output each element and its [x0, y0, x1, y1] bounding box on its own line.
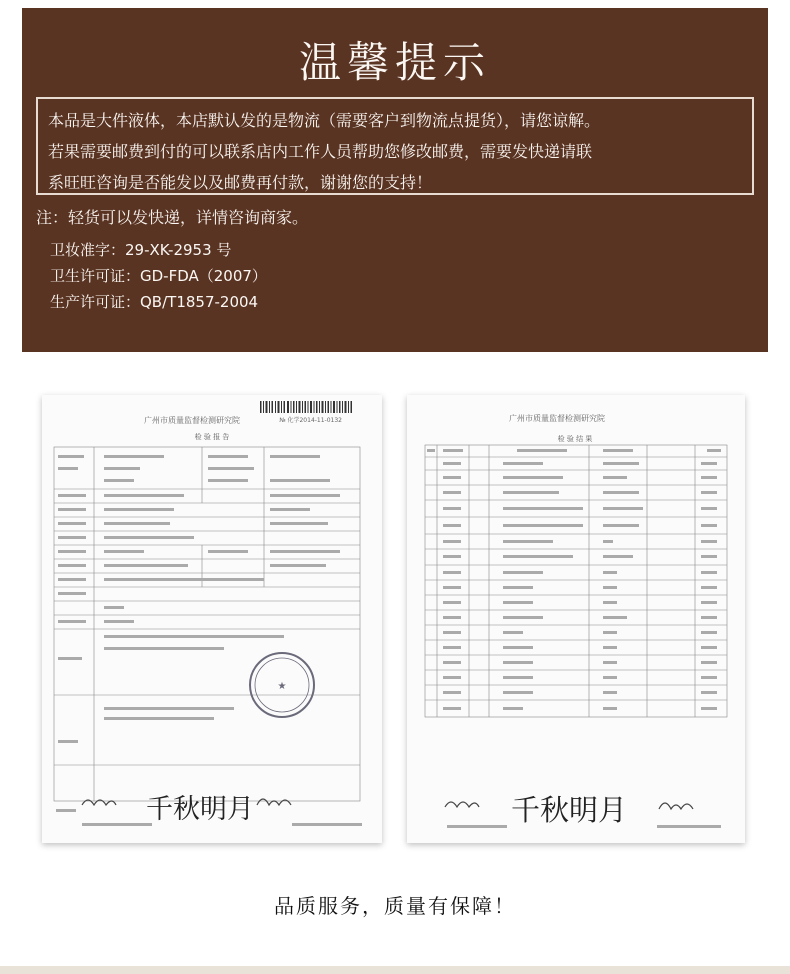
barcode — [260, 401, 352, 413]
license-line: 卫生许可证：GD-FDA（2007） — [50, 267, 267, 285]
license-line: 生产许可证：QB/T1857-2004 — [50, 293, 259, 311]
official-stamp — [250, 653, 314, 717]
signature — [659, 803, 693, 809]
notice-box — [36, 97, 754, 195]
watermark: 千秋明月 — [510, 793, 628, 827]
notice-banner — [22, 8, 768, 352]
institute-name: 广州市质量监督检测研究院 — [509, 414, 605, 423]
footer-strip — [0, 966, 790, 974]
watermark: 千秋明月 — [146, 794, 254, 825]
banner-title: 温馨提示 — [298, 38, 491, 87]
svg-text:★: ★ — [277, 681, 287, 692]
report-table — [54, 447, 360, 801]
report-text-lines — [56, 455, 362, 826]
signature — [445, 802, 479, 807]
license-line: 卫妆准字：29-XK-2953 号 — [50, 241, 232, 259]
results-table — [425, 445, 727, 717]
report-number: № 化学2014-11-0132 — [279, 417, 342, 424]
notice-line: 本品是大件液体，本店默认发的是物流（需要客户到物流点提货），请您谅解。 — [48, 111, 601, 130]
report-title: 检 验 报 告 — [194, 433, 230, 441]
shipping-note: 注：轻货可以发快递，详情咨询商家。 — [36, 208, 309, 227]
notice-line: 若果需要邮费到付的可以联系店内工作人员帮助您修改邮费，需要发快递请联 — [48, 142, 593, 161]
notice-line: 系旺旺咨询是否能发以及邮费再付款，谢谢您的支持！ — [48, 173, 433, 192]
report-title: 检 验 结 果 — [557, 435, 593, 443]
inspection-results-image — [407, 395, 745, 843]
institute-name: 广州市质量监督检测研究院 — [144, 416, 240, 425]
inspection-report-image — [42, 395, 382, 843]
results-text-lines — [427, 449, 721, 828]
signature — [257, 799, 291, 805]
quality-caption: 品质服务，质量有保障！ — [274, 894, 516, 918]
